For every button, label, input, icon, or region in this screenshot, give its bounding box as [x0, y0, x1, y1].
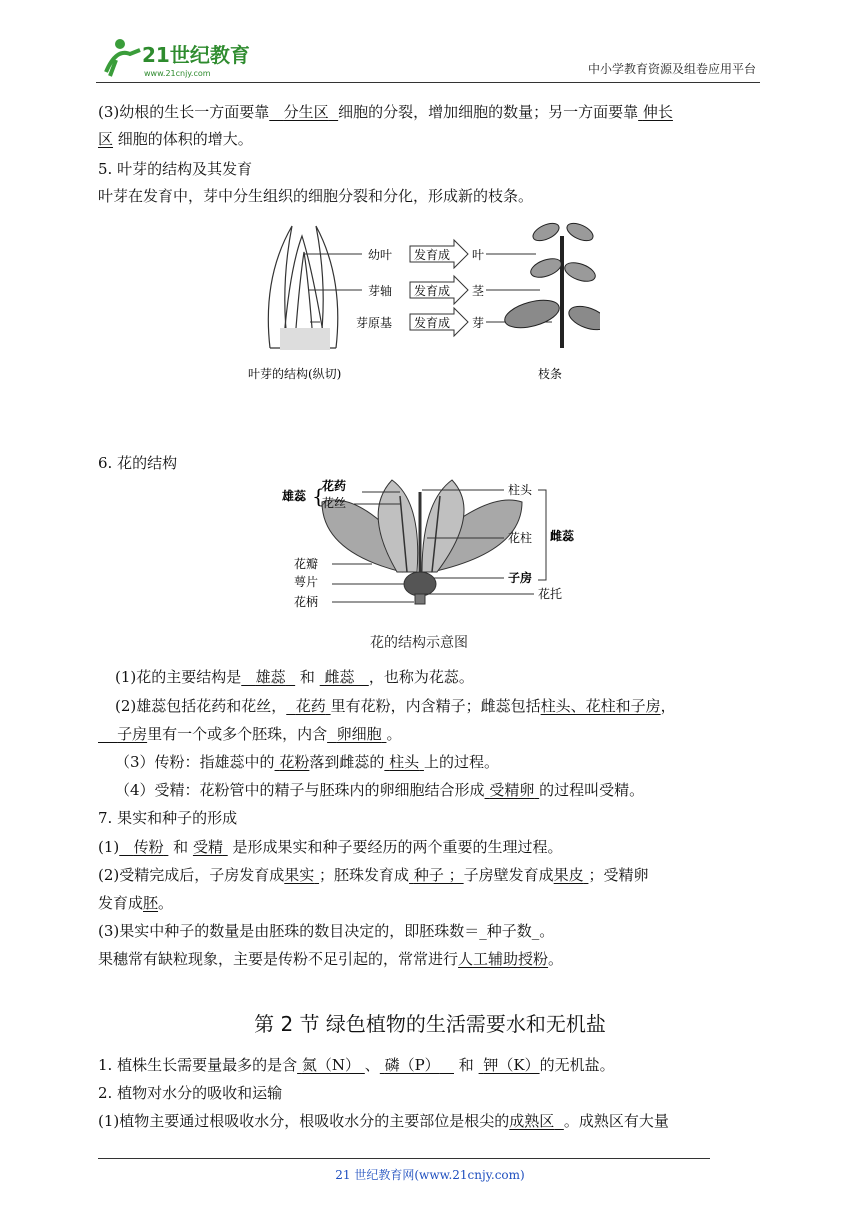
- bud-result-bud: 芽: [472, 316, 485, 330]
- flower-drawing: [322, 480, 522, 604]
- label-sepal: 萼片: [294, 575, 319, 589]
- section-title: 5. 叶芽的结构及其发育: [98, 160, 253, 178]
- label-anther: 花药: [322, 479, 347, 493]
- text-line: 发育成胚。: [98, 894, 174, 912]
- platform-title: 中小学教育资源及组卷应用平台: [587, 62, 756, 76]
- section-title: 7. 果实和种子的形成: [98, 809, 238, 827]
- bud-label-bud-axis: 芽轴: [368, 284, 393, 298]
- label-receptacle: 花托: [538, 587, 563, 601]
- text-line: （3）传粉：指雄蕊中的 花粉落到雌蕊的 柱头 上的过程。: [115, 753, 499, 771]
- text-line: (2)雄蕊包括花药和花丝， 花药 里有花粉，内含精子；雌蕊包括柱头、花柱和子房，: [115, 697, 676, 715]
- page-header: [0, 0, 860, 90]
- svg-text:发育成: 发育成: [414, 248, 451, 262]
- text-line: (3)果实中种子的数量是由胚珠的数目决定的，即胚珠数＝_种子数_。: [98, 922, 555, 940]
- text-line: 区 细胞的体积的增大。: [98, 130, 253, 148]
- logo-text: 21世纪教育: [142, 43, 250, 67]
- footer-divider: [98, 1158, 710, 1159]
- footer-link[interactable]: 21 世纪教育网(www.21cnjy.com): [335, 1168, 525, 1182]
- branch-caption: 枝条: [538, 367, 563, 381]
- flower-structure-figure: [282, 472, 582, 612]
- label-petal: 花瓣: [294, 557, 319, 571]
- label-style: 花柱: [508, 531, 533, 545]
- bud-label-young-leaf: 幼叶: [368, 248, 393, 262]
- section-heading: 第 2 节 绿色植物的生活需要水和无机盐: [254, 1012, 606, 1036]
- header-divider: [96, 82, 760, 83]
- bud-label-primordium: 芽原基: [356, 316, 393, 330]
- branch-drawing: [502, 220, 600, 348]
- text-line: (1) 传粉 和 受精 是形成果实和种子要经历的两个重要的生理过程。: [98, 838, 563, 856]
- label-stamen: 雄蕊: [282, 489, 307, 503]
- text-line: 子房里有一个或多个胚珠，内含 卵细胞 。: [117, 725, 402, 743]
- svg-text:{: {: [312, 484, 325, 508]
- text-line: 叶芽在发育中，芽中分生组织的细胞分裂和分化，形成新的枝条。: [98, 187, 534, 205]
- logo: [96, 34, 266, 80]
- text-line: 2. 植物对水分的吸收和运输: [98, 1084, 283, 1102]
- bud-result-stem: 茎: [472, 284, 485, 298]
- label-pistil: 雌蕊: [550, 529, 575, 543]
- label-filament: 花丝: [322, 496, 347, 510]
- svg-text:发育成: 发育成: [414, 284, 451, 298]
- text-line: (2)受精完成后，子房发育成果实 ；胚珠发育成 种子 ；子房壁发育成果皮 ；受精卵: [98, 866, 649, 884]
- section-title: 6. 花的结构: [98, 454, 178, 472]
- flower-caption: 花的结构示意图: [370, 635, 468, 651]
- text-line: (3)幼根的生长一方面要靠 分生区 细胞的分裂，增加细胞的数量；另一方面要靠 伸长: [98, 103, 673, 121]
- logo-url: www.21cnjy.com: [144, 69, 211, 78]
- text-line: （4）受精：花粉管中的精子与胚珠内的卵细胞结合形成 受精卵 的过程叫受精。: [115, 781, 645, 799]
- label-stigma: 柱头: [508, 483, 533, 497]
- label-pedicel: 花柄: [294, 595, 319, 609]
- bud-caption: 叶芽的结构(纵切): [248, 367, 342, 381]
- text-line: 1. 植株生长需要量最多的是含 氮（N） 、 磷（P） 和 钾（K）的无机盐。: [98, 1056, 615, 1074]
- text-line: (1)花的主要结构是 雄蕊 和 雌蕊 ，也称为花蕊。: [115, 668, 474, 686]
- leaf-bud-figure: [240, 218, 600, 386]
- text-line: 果穗常有缺粒现象，主要是传粉不足引起的，常常进行人工辅助授粉。: [98, 950, 564, 968]
- svg-text:发育成: 发育成: [414, 316, 451, 330]
- text-line: (1)植物主要通过根吸收水分，根吸收水分的主要部位是根尖的成熟区 。成熟区有大量: [98, 1112, 669, 1130]
- label-ovary: 子房: [508, 571, 533, 585]
- bud-result-leaf: 叶: [472, 248, 485, 262]
